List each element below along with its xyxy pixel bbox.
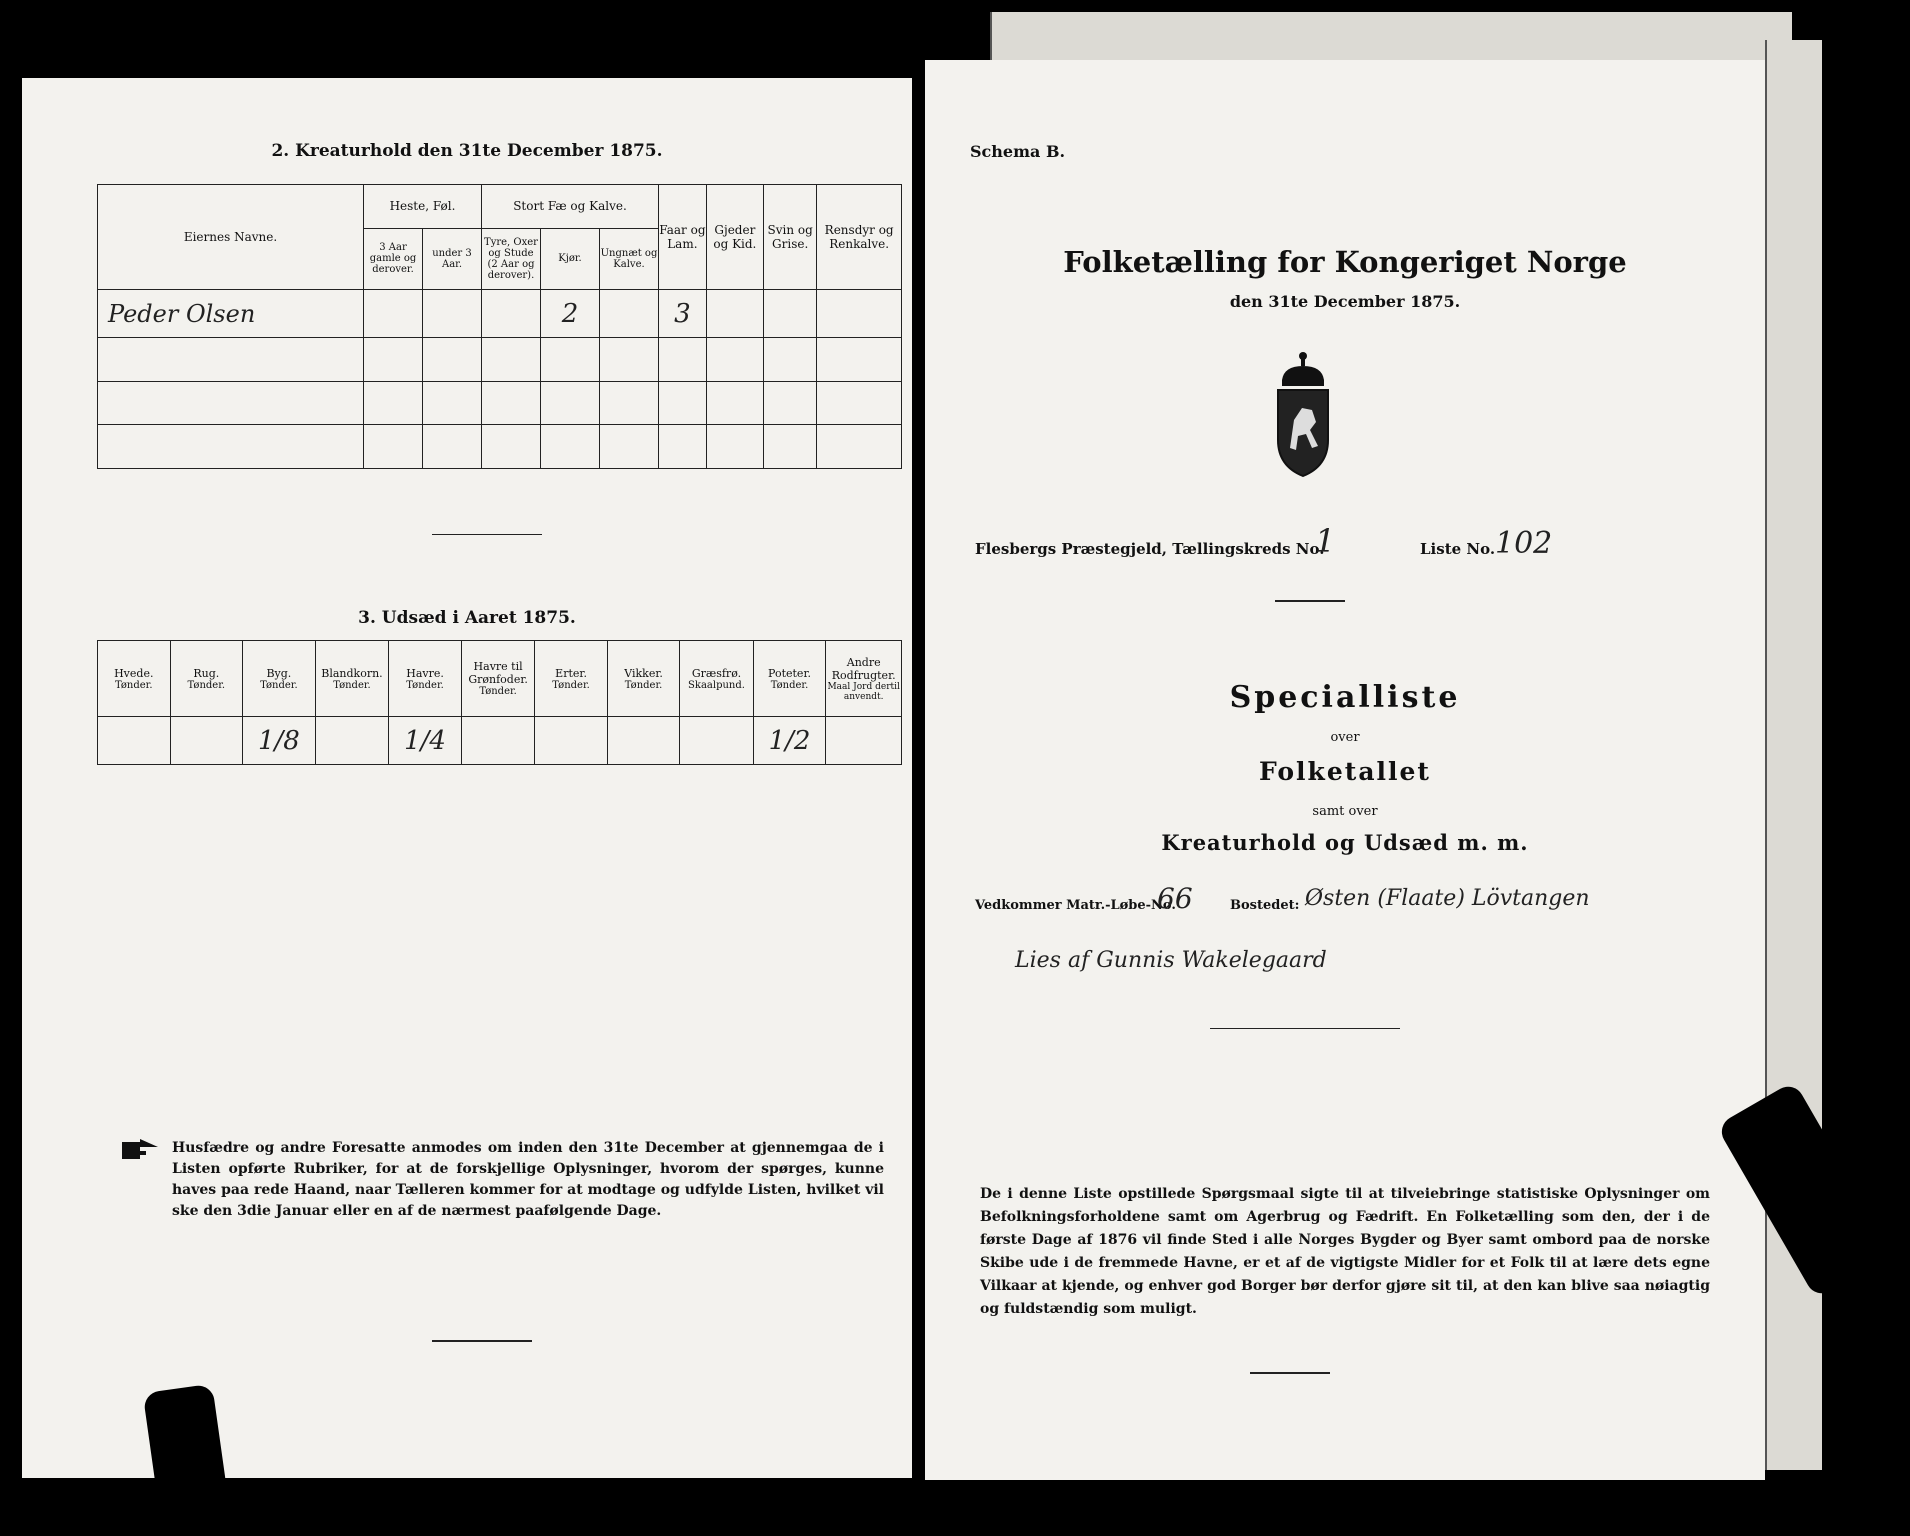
pigs-header: Svin og Grise. [764,185,817,290]
right-page [925,60,1765,1480]
bosted-value: Østen (Flaate) Lövtangen [1305,886,1590,911]
sheep-header: Faar og Lam. [659,185,707,290]
bosted-label: Bostedet: [1230,898,1300,913]
census-date: den 31te December 1875. [1229,292,1461,311]
matr-number: 66 [1157,882,1193,915]
coat-of-arms-icon [1272,350,1334,480]
kreds-number: 1 [1315,522,1336,560]
binding-clip-left [143,1384,228,1503]
col-erter: Erter. Tønder. [535,641,607,717]
col-hvede: Hvede. Tønder. [98,641,171,717]
section3-title: 3. Udsæd i Aaret 1875. [358,608,576,628]
col-havre-gronfoder: Havre til Grønfoder. Tønder. [461,641,534,717]
poteter-value: 1/2 [753,717,826,765]
right-notice: De i denne Liste opstillede Spørgsmaal sigte til at tilveiebringe statistiske Oplysninger om Befolkningsforholdene samt om Agerbrug og Fædrift. En Folketælling som den, der i de første Dage af 1876 vil finde Sted i alle Norges Bygder og Byer samt ombord paa de norske Skibe ude i de fremmede Havne, er et af de vigtigste Midler for et Folk til at lære dets egne Vilkaar at kjende, og enhver god Borger bør derfor gjøre sit til, at den kan blive saa nøiagtig og fuldstændig som muligt. [980,1186,1710,1317]
over-text: over [1330,730,1360,745]
horses-header: Heste, Føl. [364,185,482,229]
reindeer-header: Rensdyr og Renkalve. [817,185,902,290]
bulls-oxen-header: Tyre, Oxer og Stude (2 Aar og derover). [482,228,541,290]
table-row [98,338,902,382]
pointing-hand-icon [120,1138,160,1160]
col-byg: Byg. Tønder. [243,641,316,717]
col-havre: Havre. Tønder. [389,641,462,717]
samt-over-text: samt over [1312,804,1378,819]
cattle-header: Stort Fæ og Kalve. [482,185,659,229]
havre-value: 1/4 [389,717,462,765]
cows-count-cell: 2 [541,290,600,338]
young-cattle-header: Ungnæt og Kalve. [600,228,659,290]
folketallet-heading: Folketallet [1259,757,1431,786]
divider [1250,1372,1330,1374]
col-vikker: Vikker. Tønder. [607,641,680,717]
liste-label: Liste No. [1420,540,1496,558]
cows-header: Kjør. [541,228,600,290]
livestock-table [97,184,902,469]
sheep-count-cell: 3 [659,290,707,338]
goats-header: Gjeder og Kid. [706,185,763,290]
table-row [98,290,902,338]
owner-name-cell: Peder Olsen [98,290,364,338]
horses-under-3-header: under 3 Aar. [423,228,482,290]
liste-number: 102 [1495,526,1553,561]
col-blandkorn: Blandkorn. Tønder. [315,641,389,717]
col-poteter: Poteter. Tønder. [753,641,826,717]
table-row [98,425,902,469]
census-title: Folketælling for Kongeriget Norge [1063,245,1627,279]
horses-3yr-header: 3 Aar gamle og derover. [364,228,423,290]
byg-value: 1/8 [243,717,316,765]
col-graesfro: Græsfrø. Skaalpund. [680,641,753,717]
handwritten-note: Lies af Gunnis Wakelegaard [1015,948,1327,973]
schema-label: Schema B. [970,142,1066,161]
col-rug: Rug. Tønder. [170,641,242,717]
matr-label: Vedkommer Matr.-Løbe-No. [975,898,1176,913]
kreaturhold-heading: Kreaturhold og Udsæd m. m. [1161,830,1529,855]
left-page [22,78,912,1478]
left-notice: Husfædre og andre Foresatte anmodes om inden den 31te December at gjennemgaa de i Listen opførte Rubriker, for at de forskjellige Oplysninger, hvorom der spørges, kunne haves paa rede Haand, naar Tælleren kommer for at modtage og udfylde Listen, hvilket vil ske den 3die Januar eller en af de nærmest paafølgende Dage. [172,1140,884,1219]
col-andre-rodfrugter: Andre Rodfrugter. Maal Jord dertil anvendt. [826,641,902,717]
table-row [98,717,902,765]
divider [1275,600,1345,602]
section2-title: 2. Kreaturhold den 31te December 1875. [271,141,663,161]
divider [432,1340,532,1342]
sowing-table [97,640,902,765]
specialliste-heading: Specialliste [1229,680,1461,715]
owner-name-header: Eiernes Navne. [98,185,364,290]
divider [1210,1028,1400,1029]
table-row [98,381,902,425]
parish-label: Flesbergs Præstegjeld, Tællingskreds No. [975,540,1325,558]
divider [432,534,542,535]
